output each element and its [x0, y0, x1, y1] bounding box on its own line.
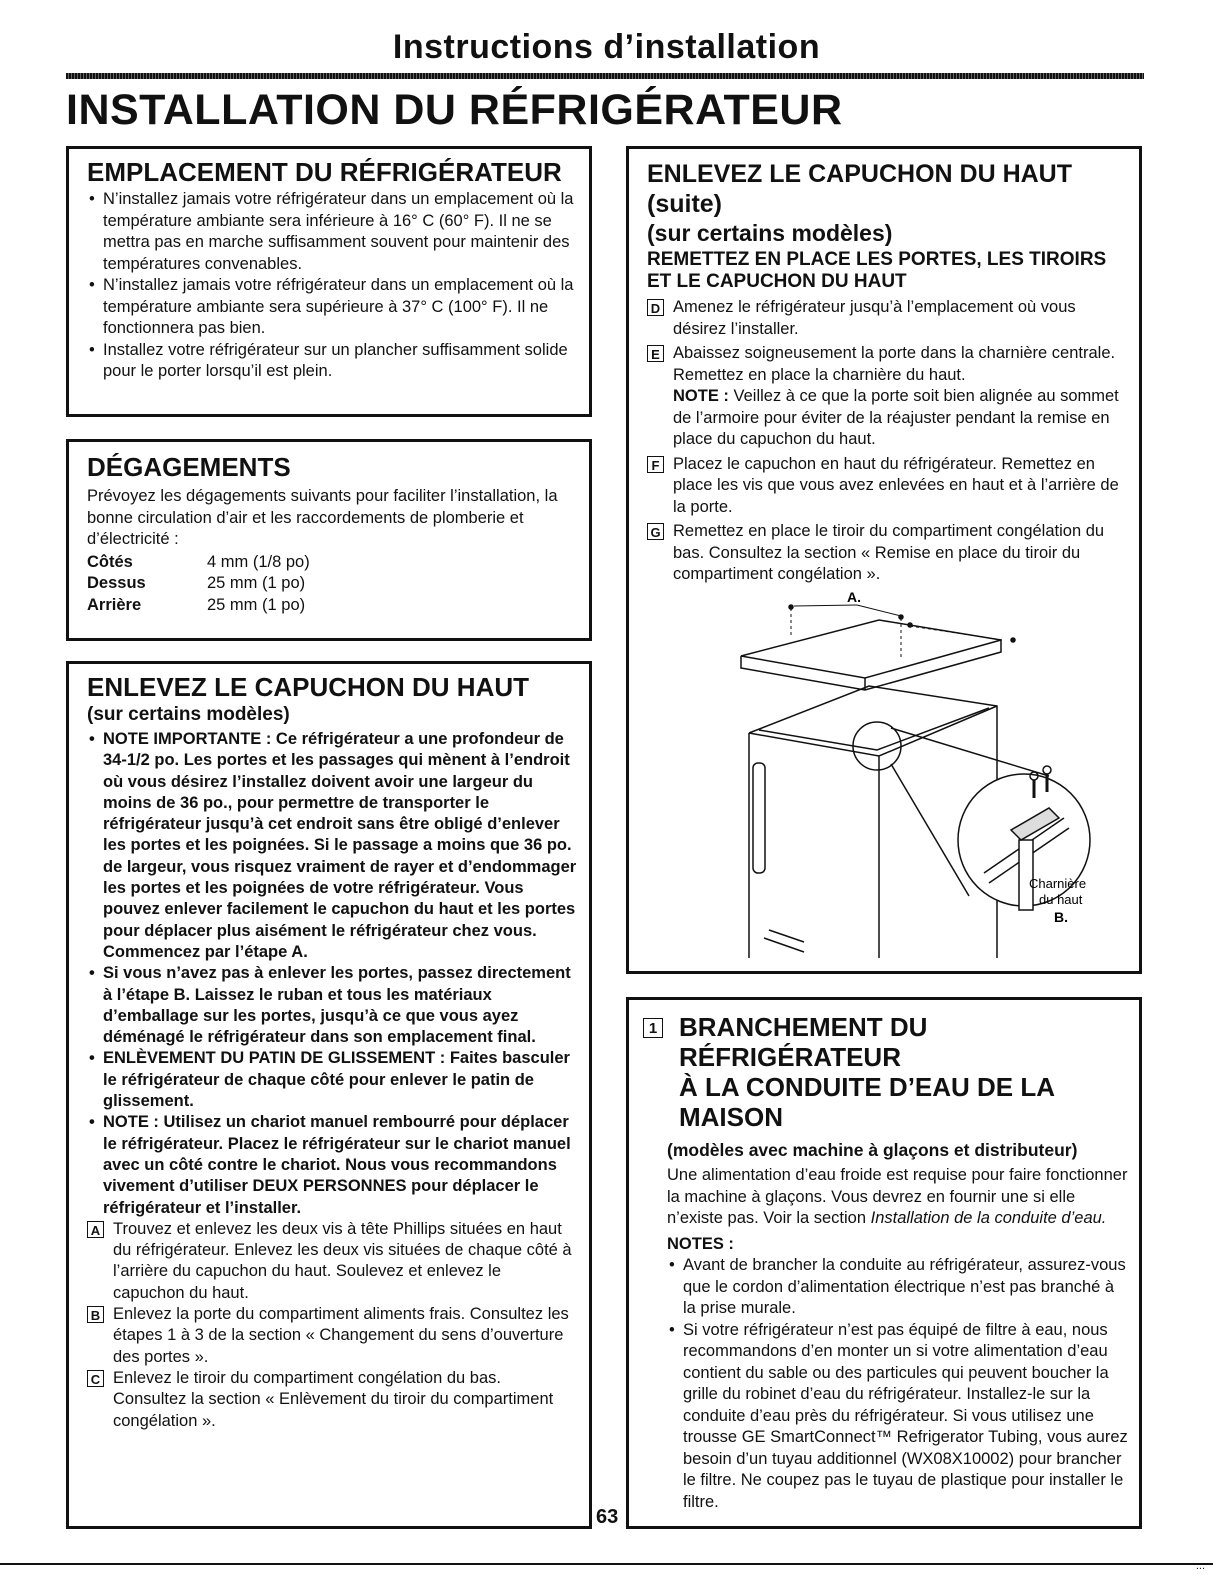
step-note: Veillez à ce que la porte soit bien alignée au sommet de l’armoire pour éviter de la réajuster pendant la remise en place du capuchon du haut. [673, 387, 1119, 448]
suite-title: ENLEVEZ LE CAPUCHON DU HAUT (suite) [647, 160, 1073, 218]
step-text: Amenez le réfrigérateur jusqu’à l’emplacement où vous désirez l’installer. [673, 298, 1076, 338]
list-item: • NOTE IMPORTANTE : Ce réfrigérateur a une profondeur de 34-1/2 po. Les portes et les passages qui mènent à l’endroit où vous désirez l’installez doivent avoir une largeur du moins de 36 po., pour permettre de transporter le réfrigérateur jusqu’à cet endroit sans être obligé d’enlever les portes et les poignées. Si le passage a moins que 36 po. de largeur, vous risquez vraiment de rayer et d’endommager les portes et les poignées de votre réfrigérateur. Vous pouvez enlever facilement le capuchon du haut et les portes pour déplacer plus aisément le réfrigérateur chez vous. Commencez par l’étape A. [87, 729, 577, 963]
hinge-label-line1: Charnière [1029, 876, 1087, 891]
step-note-label: NOTE : [673, 387, 729, 405]
step-c [87, 1368, 577, 1432]
notes-title: NOTES : [667, 1234, 734, 1253]
list-item: • N’installez jamais votre réfrigérateur dans un emplacement où la température ambiante sera supérieure à 37° C (100° F). Il ne fonctionnera pas bien. [87, 275, 575, 340]
clearance-table [87, 552, 575, 617]
emplacement-list [87, 189, 575, 383]
capuchon-subtitle: (sur certains modèles) [87, 704, 290, 725]
emplacement-title: EMPLACEMENT DU RÉFRIGÉRATEUR [87, 157, 562, 187]
step-label: G [647, 523, 664, 540]
refrigerator-illustration [629, 578, 1137, 971]
step-label: A [87, 1221, 104, 1238]
emplacement-section [66, 146, 592, 417]
branchement-subtitle: (modèles avec machine à glaçons et distributeur) [667, 1140, 1078, 1160]
list-item: • N’installez jamais votre réfrigérateur dans un emplacement où la température ambiante sera inférieure à 16° C (60° F). Il ne se mettra pas en marche suffisamment souvent pour maintenir des températures convenables. [87, 189, 575, 275]
section-number-badge: 1 [643, 1018, 663, 1038]
step-text: Placez le capuchon en haut du réfrigérateur. Remettez en place les vis que vous avez enlevées en haut et à l’arrière de la porte. [673, 454, 1119, 516]
list-item: • Si vous n’avez pas à enlever les portes, passez directement à l’étape B. Laissez le ruban et tous les matériaux d’emballage sur les portes, jusqu’à ce que vous ayez déménagé le réfrigérateur dans son emplacement final. [87, 963, 577, 1048]
suite-steps [647, 297, 1129, 586]
step-e [647, 343, 1129, 451]
step-g [647, 521, 1129, 586]
list-item: • Avant de brancher la conduite au réfrigérateur, assurez-vous que le cordon d’alimentation électrique n’est pas branché à la prise murale. [667, 1255, 1129, 1320]
clearance-label: Côtés [87, 552, 133, 571]
step-text: Remettez en place le tiroir du compartiment congélation du bas. Consultez la section « Remise en place du tiroir du compartiment congélation ». [673, 522, 1105, 583]
footer-rule [0, 1563, 1213, 1565]
footer-code: ... [1195, 1560, 1205, 1572]
figure-label-a: A. [847, 589, 861, 605]
table-row [87, 552, 575, 574]
hinge-label-line2: du haut [1039, 892, 1083, 907]
header-rule [66, 73, 1144, 79]
step-label: C [87, 1370, 104, 1387]
step-f [647, 454, 1129, 519]
table-row [87, 573, 575, 595]
branchement-intro: Une alimentation d’eau froide est requise pour faire fonctionner la machine à glaçons. Vous devrez en fournir une si elle n’existe pas. Voir la section Installation de la conduite d’eau. [667, 1166, 1128, 1227]
page-number: 63 [596, 1506, 619, 1528]
step-d [647, 297, 1129, 340]
branchement-heading [643, 1012, 1129, 1132]
suite-subhead: REMETTEZ EN PLACE LES PORTES, LES TIROIRS ET LE CAPUCHON DU HAUT [647, 249, 1107, 292]
branchement-title-line1: BRANCHEMENT DU RÉFRIGÉRATEUR [679, 1012, 928, 1072]
step-text: Abaissez soigneusement la porte dans la charnière centrale. Remettez en place la charnière du haut. [673, 344, 1116, 384]
degagements-box [66, 439, 592, 641]
clearance-value: 25 mm (1 po) [207, 574, 306, 592]
top-cap-drawing [741, 605, 1015, 690]
degagements-intro: Prévoyez les dégagements suivants pour faciliter l’installation, la bonne circulation d’air et les raccordements de plomberie et d’électricité : [87, 487, 558, 548]
page-title: INSTALLATION DU RÉFRIGÉRATEUR [66, 86, 843, 134]
step-a [87, 1219, 577, 1304]
step-label: D [647, 299, 664, 316]
step-text: Trouvez et enlevez les deux vis à tête Phillips situées en haut du réfrigérateur. Enlevez les deux vis situées de chaque côté à l’arrière du capuchon du haut. Soulevez et enlevez le capuchon du haut. [113, 1219, 572, 1302]
list-item: • Installez votre réfrigérateur sur un plancher suffisamment solide pour le porter lorsqu’il est plein. [87, 340, 575, 383]
capuchon-section [66, 661, 592, 1529]
suite-subtitle: (sur certains modèles) [647, 220, 893, 246]
step-label: B [87, 1306, 104, 1323]
page-header: Instructions d’installation [392, 28, 821, 66]
capuchon-title: ENLEVEZ LE CAPUCHON DU HAUT [87, 672, 530, 702]
list-item: • Si votre réfrigérateur n’est pas équipé de filtre à eau, nous recommandons d’en monter un si votre alimentation d’eau contient du sable ou des particules qui peuvent boucher la grille du robinet d’eau du réfrigérateur. Installez-le sur la conduite d’eau près du réfrigérateur. Si vous utilisez une trousse GE SmartConnect™ Refrigerator Tubing, vous aurez besoin d’un tuyau additionnel (WX08X10002) pour brancher le filtre. Ne coupez pas le tuyau de plastique pour installer le filtre. [667, 1320, 1129, 1514]
list-item: • NOTE : Utilisez un chariot manuel rembourré pour déplacer le réfrigérateur. Placez le réfrigérateur sur le chariot manuel avec un côté contre le chariot. Nous vous recommandons vivement d’utiliser DEUX PERSONNES pour déplacer le réfrigérateur et l’installer. [87, 1112, 577, 1218]
fridge-drawing [749, 686, 1090, 958]
clearance-value: 25 mm (1 po) [207, 595, 306, 614]
step-b [87, 1304, 577, 1368]
capuchon-steps [87, 1219, 577, 1432]
capuchon-bullets [87, 729, 577, 1219]
intro-reference: Installation de la conduite d’eau. [870, 1209, 1107, 1227]
clearance-label: Dessus [87, 574, 146, 592]
table-row [87, 595, 575, 617]
notes-list [667, 1255, 1129, 1513]
branchement-title-line2: À LA CONDUITE D’EAU DE LA MAISON [679, 1072, 1055, 1132]
step-label: E [647, 345, 664, 362]
degagements-title: DÉGAGEMENTS [87, 452, 291, 482]
clearance-label: Arrière [87, 595, 142, 614]
step-text: Enlevez le tiroir du compartiment congélation du bas. Consultez la section « Enlèvement du tiroir du compartiment congélation ». [113, 1368, 554, 1430]
list-item: • ENLÈVEMENT DU PATIN DE GLISSEMENT : Faites basculer le réfrigérateur de chaque côté pour enlever le patin de glissement. [87, 1048, 577, 1112]
clearance-value: 4 mm (1/8 po) [207, 552, 310, 571]
step-label: F [647, 456, 664, 473]
step-text: Enlevez la porte du compartiment aliments frais. Consultez les étapes 1 à 3 de la section « Changement du sens d’ouverture des portes ». [113, 1305, 569, 1366]
branchement-section [626, 997, 1142, 1529]
figure-label-b: B. [1054, 909, 1068, 925]
